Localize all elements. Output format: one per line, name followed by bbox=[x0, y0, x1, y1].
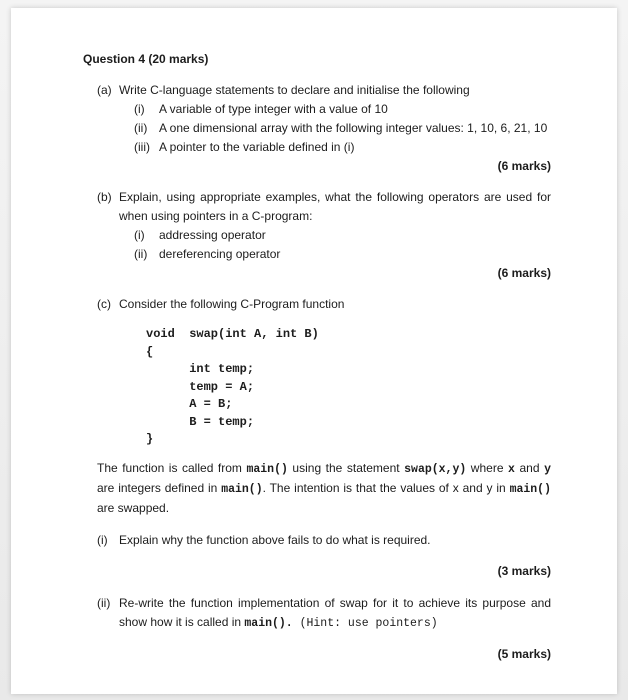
code-line: B = temp; bbox=[146, 414, 255, 429]
code-inline: main() bbox=[246, 462, 288, 476]
part-a-items bbox=[134, 100, 551, 157]
text-segment: and bbox=[514, 460, 545, 475]
part-a-label: (a) bbox=[97, 83, 112, 97]
part-b-intro: Explain, using appropriate examples, what the following operators are used for when using pointers in a C-program: bbox=[119, 190, 551, 223]
list-item bbox=[134, 100, 551, 119]
item-label: (ii) bbox=[134, 247, 148, 261]
part-c-explanation bbox=[97, 459, 551, 518]
text-segment: using the statement bbox=[287, 460, 405, 475]
list-item bbox=[134, 119, 551, 138]
hint-text: (Hint: use pointers) bbox=[292, 616, 438, 630]
list-item bbox=[134, 245, 551, 264]
part-a-intro-row bbox=[97, 81, 551, 100]
part-b bbox=[97, 188, 551, 283]
code-inline: swap(x,y) bbox=[404, 462, 467, 476]
part-a-marks: (6 marks) bbox=[497, 159, 551, 173]
code-line: { bbox=[146, 344, 154, 359]
code-inline: y bbox=[544, 462, 551, 476]
item-label: (i) bbox=[97, 532, 108, 547]
text-segment: where bbox=[466, 460, 509, 475]
item-text bbox=[119, 594, 551, 633]
text-segment: . The intention is that the values of x and y in bbox=[262, 480, 510, 495]
part-b-marks: (6 marks) bbox=[497, 266, 551, 280]
code-line: temp = A; bbox=[146, 379, 255, 394]
part-c-sub-ii bbox=[97, 594, 551, 633]
part-b-label: (b) bbox=[97, 190, 112, 204]
part-c-sub-i-marks: (3 marks) bbox=[497, 563, 551, 578]
document-page bbox=[11, 8, 617, 694]
page-content bbox=[11, 8, 617, 664]
part-c-label: (c) bbox=[97, 297, 111, 311]
text-segment: are integers defined in bbox=[97, 480, 222, 495]
code-line: } bbox=[146, 432, 154, 446]
code-line: A = B; bbox=[146, 397, 233, 411]
part-c-intro: Consider the following C-Program function bbox=[119, 297, 345, 311]
list-item bbox=[134, 226, 551, 245]
part-c bbox=[97, 295, 551, 664]
item-text: addressing operator bbox=[159, 228, 266, 242]
part-b-items bbox=[134, 226, 551, 264]
part-a-intro: Write C-language statements to declare and initialise the following bbox=[119, 83, 470, 97]
part-c-intro-row bbox=[97, 295, 551, 314]
item-label: (ii) bbox=[134, 121, 148, 135]
item-label: (ii) bbox=[97, 595, 111, 610]
text-segment: Re-write the function implementation of swap for it to achieve its purpose and show how it is called in bbox=[119, 595, 551, 629]
question-title: Question 4 (20 marks) bbox=[83, 52, 209, 66]
item-text: Explain why the function above fails to do what is required. bbox=[119, 532, 431, 547]
code-inline: main(). bbox=[244, 616, 293, 630]
code-inline: x bbox=[508, 462, 515, 476]
text-segment: The function is called from bbox=[97, 460, 247, 475]
item-text: A pointer to the variable defined in (i) bbox=[159, 140, 355, 154]
item-text: A variable of type integer with a value of 10 bbox=[159, 102, 388, 116]
text-segment: are swapped. bbox=[97, 500, 170, 515]
code-line: int temp; bbox=[146, 362, 255, 376]
code-line: void swap(int A, int B) bbox=[146, 327, 319, 341]
part-c-sub-ii-marks: (5 marks) bbox=[497, 646, 551, 661]
item-text: dereferencing operator bbox=[159, 247, 281, 261]
c-code-block bbox=[146, 326, 551, 449]
part-b-intro-row bbox=[97, 188, 551, 226]
item-label: (i) bbox=[134, 228, 145, 242]
list-item bbox=[134, 138, 551, 157]
item-label: (iii) bbox=[134, 140, 150, 154]
part-c-sub-i bbox=[97, 531, 551, 550]
item-text: A one dimensional array with the following integer values: 1, 10, 6, 21, 10 bbox=[159, 121, 548, 135]
part-a bbox=[97, 81, 551, 176]
item-label: (i) bbox=[134, 102, 145, 116]
code-inline: main() bbox=[221, 482, 263, 496]
code-inline: main() bbox=[509, 482, 551, 496]
